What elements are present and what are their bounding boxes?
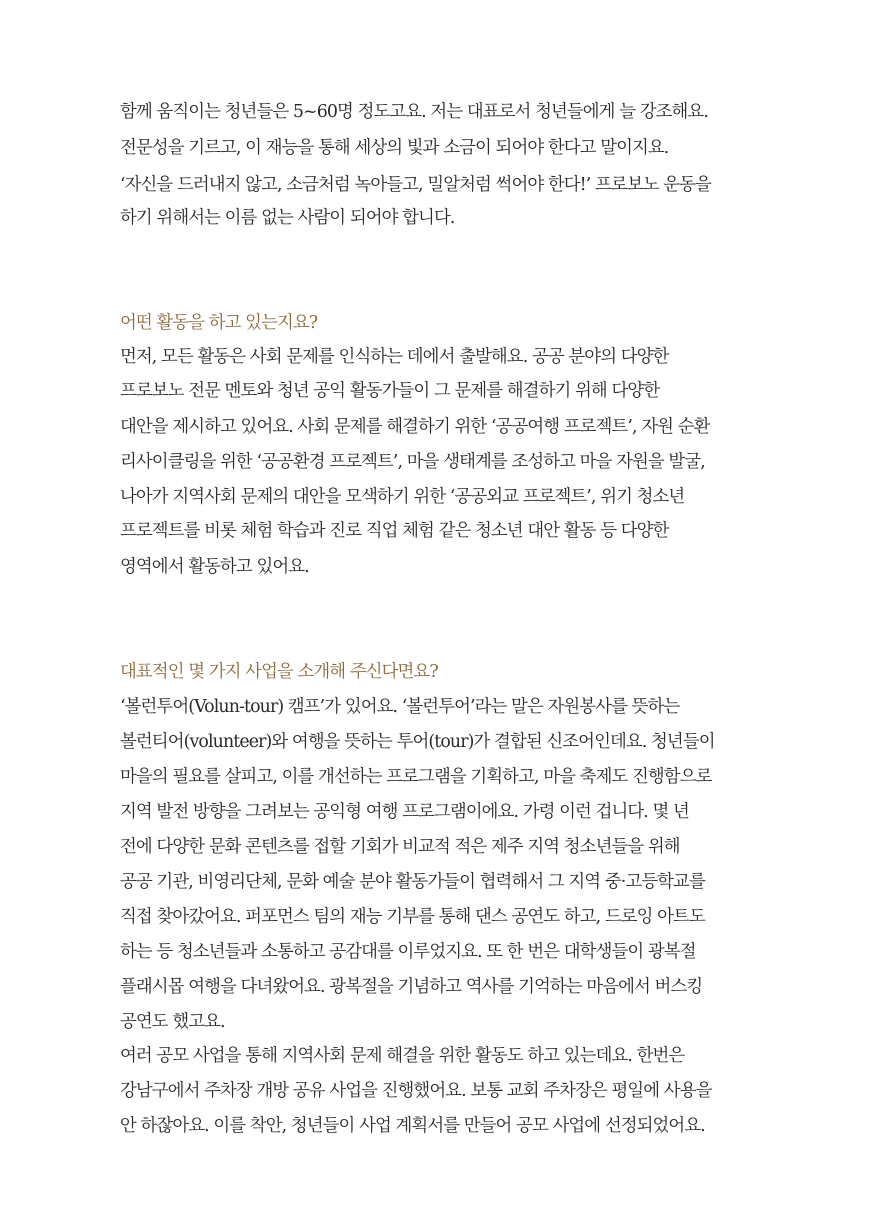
- paragraph-line: 지역 발전 방향을 그려보는 공익형 여행 프로그램이에요. 가령 이런 겁니다. 몇 년: [120, 802, 689, 822]
- paragraph-line: 하기 위해서는 이름 없는 사람이 되어야 합니다.: [120, 208, 455, 228]
- paragraph-line: 마을의 필요를 살피고, 이를 개선하는 프로그램을 기획하고, 마을 축제도 진행함으로: [120, 767, 712, 787]
- paragraph-line: ‘볼런투어(Volun-tour) 캠프’가 있어요. ‘볼런투어’라는 말은 자원봉사를 뜻하는: [120, 697, 680, 717]
- paragraph-line: 볼런티어(volunteer)와 여행을 뜻하는 투어(tour)가 결합된 신조어인데요. 청년들이: [120, 732, 715, 752]
- paragraph-line: 직접 찾아갔어요. 퍼포먼스 팀의 재능 기부를 통해 댄스 공연도 하고, 드로잉 아트도: [120, 907, 705, 927]
- section-heading: 대표적인 몇 가지 사업을 소개해 주신다면요?: [120, 662, 438, 682]
- paragraph-line: 전문성을 기르고, 이 재능을 통해 세상의 빛과 소금이 되어야 한다고 말이지요.: [120, 138, 669, 158]
- paragraph-line: 하는 등 청소년들과 소통하고 공감대를 이루었지요. 또 한 번은 대학생들이 광복절: [120, 942, 696, 962]
- section-heading: 어떤 활동을 하고 있는지요?: [120, 313, 318, 333]
- paragraph-line: 나아가 지역사회 문제의 대안을 모색하기 위한 ‘공공외교 프로젝트’, 위기 청소년: [120, 487, 685, 507]
- paragraph-line: 전에 다양한 문화 콘텐츠를 접할 기회가 비교적 적은 제주 지역 청소년들을 위해: [120, 837, 680, 857]
- paragraph-line: 안 하잖아요. 이를 착안, 청년들이 사업 계획서를 만들어 공모 사업에 선정되었어요.: [120, 1116, 705, 1136]
- paragraph-line: 강남구에서 주차장 개방 공유 사업을 진행했어요. 보통 교회 주차장은 평일에 사용을: [120, 1081, 712, 1101]
- paragraph-line: 먼저, 모든 활동은 사회 문제를 인식하는 데에서 출발해요. 공공 분야의 다양한: [120, 347, 669, 367]
- paragraph-line: 프로젝트를 비롯 체험 학습과 진로 직업 체험 같은 청소년 대안 활동 등 다양한: [120, 521, 669, 541]
- paragraph-line: 영역에서 활동하고 있어요.: [120, 557, 309, 577]
- paragraph-line: 리사이클링을 위한 ‘공공환경 프로젝트’, 마을 생태계를 조성하고 마을 자원을 발굴,: [120, 452, 705, 472]
- paragraph-line: 프로보노 전문 멘토와 청년 공익 활동가들이 그 문제를 해결하기 위해 다양한: [120, 381, 660, 401]
- paragraph-line: 함께 움직이는 청년들은 5~60명 정도고요. 저는 대표로서 청년들에게 늘 강조해요.: [120, 102, 708, 122]
- paragraph-line: 공연도 했고요.: [120, 1012, 225, 1032]
- paragraph-line: ‘자신을 드러내지 않고, 소금처럼 녹아들고, 밀알처럼 썩어야 한다!’ 프로보노 운동을: [120, 175, 711, 195]
- paragraph-line: 대안을 제시하고 있어요. 사회 문제를 해결하기 위한 ‘공공여행 프로젝트’, 자원 순환: [120, 417, 710, 437]
- paragraph-line: 여러 공모 사업을 통해 지역사회 문제 해결을 위한 활동도 하고 있는데요. 한번은: [120, 1046, 685, 1066]
- paragraph-line: 플래시몹 여행을 다녀왔어요. 광복절을 기념하고 역사를 기억하는 마음에서 버스킹: [120, 977, 703, 997]
- paragraph-line: 공공 기관, 비영리단체, 문화 예술 분야 활동가들이 협력해서 그 지역 중·고등학교를: [120, 872, 705, 892]
